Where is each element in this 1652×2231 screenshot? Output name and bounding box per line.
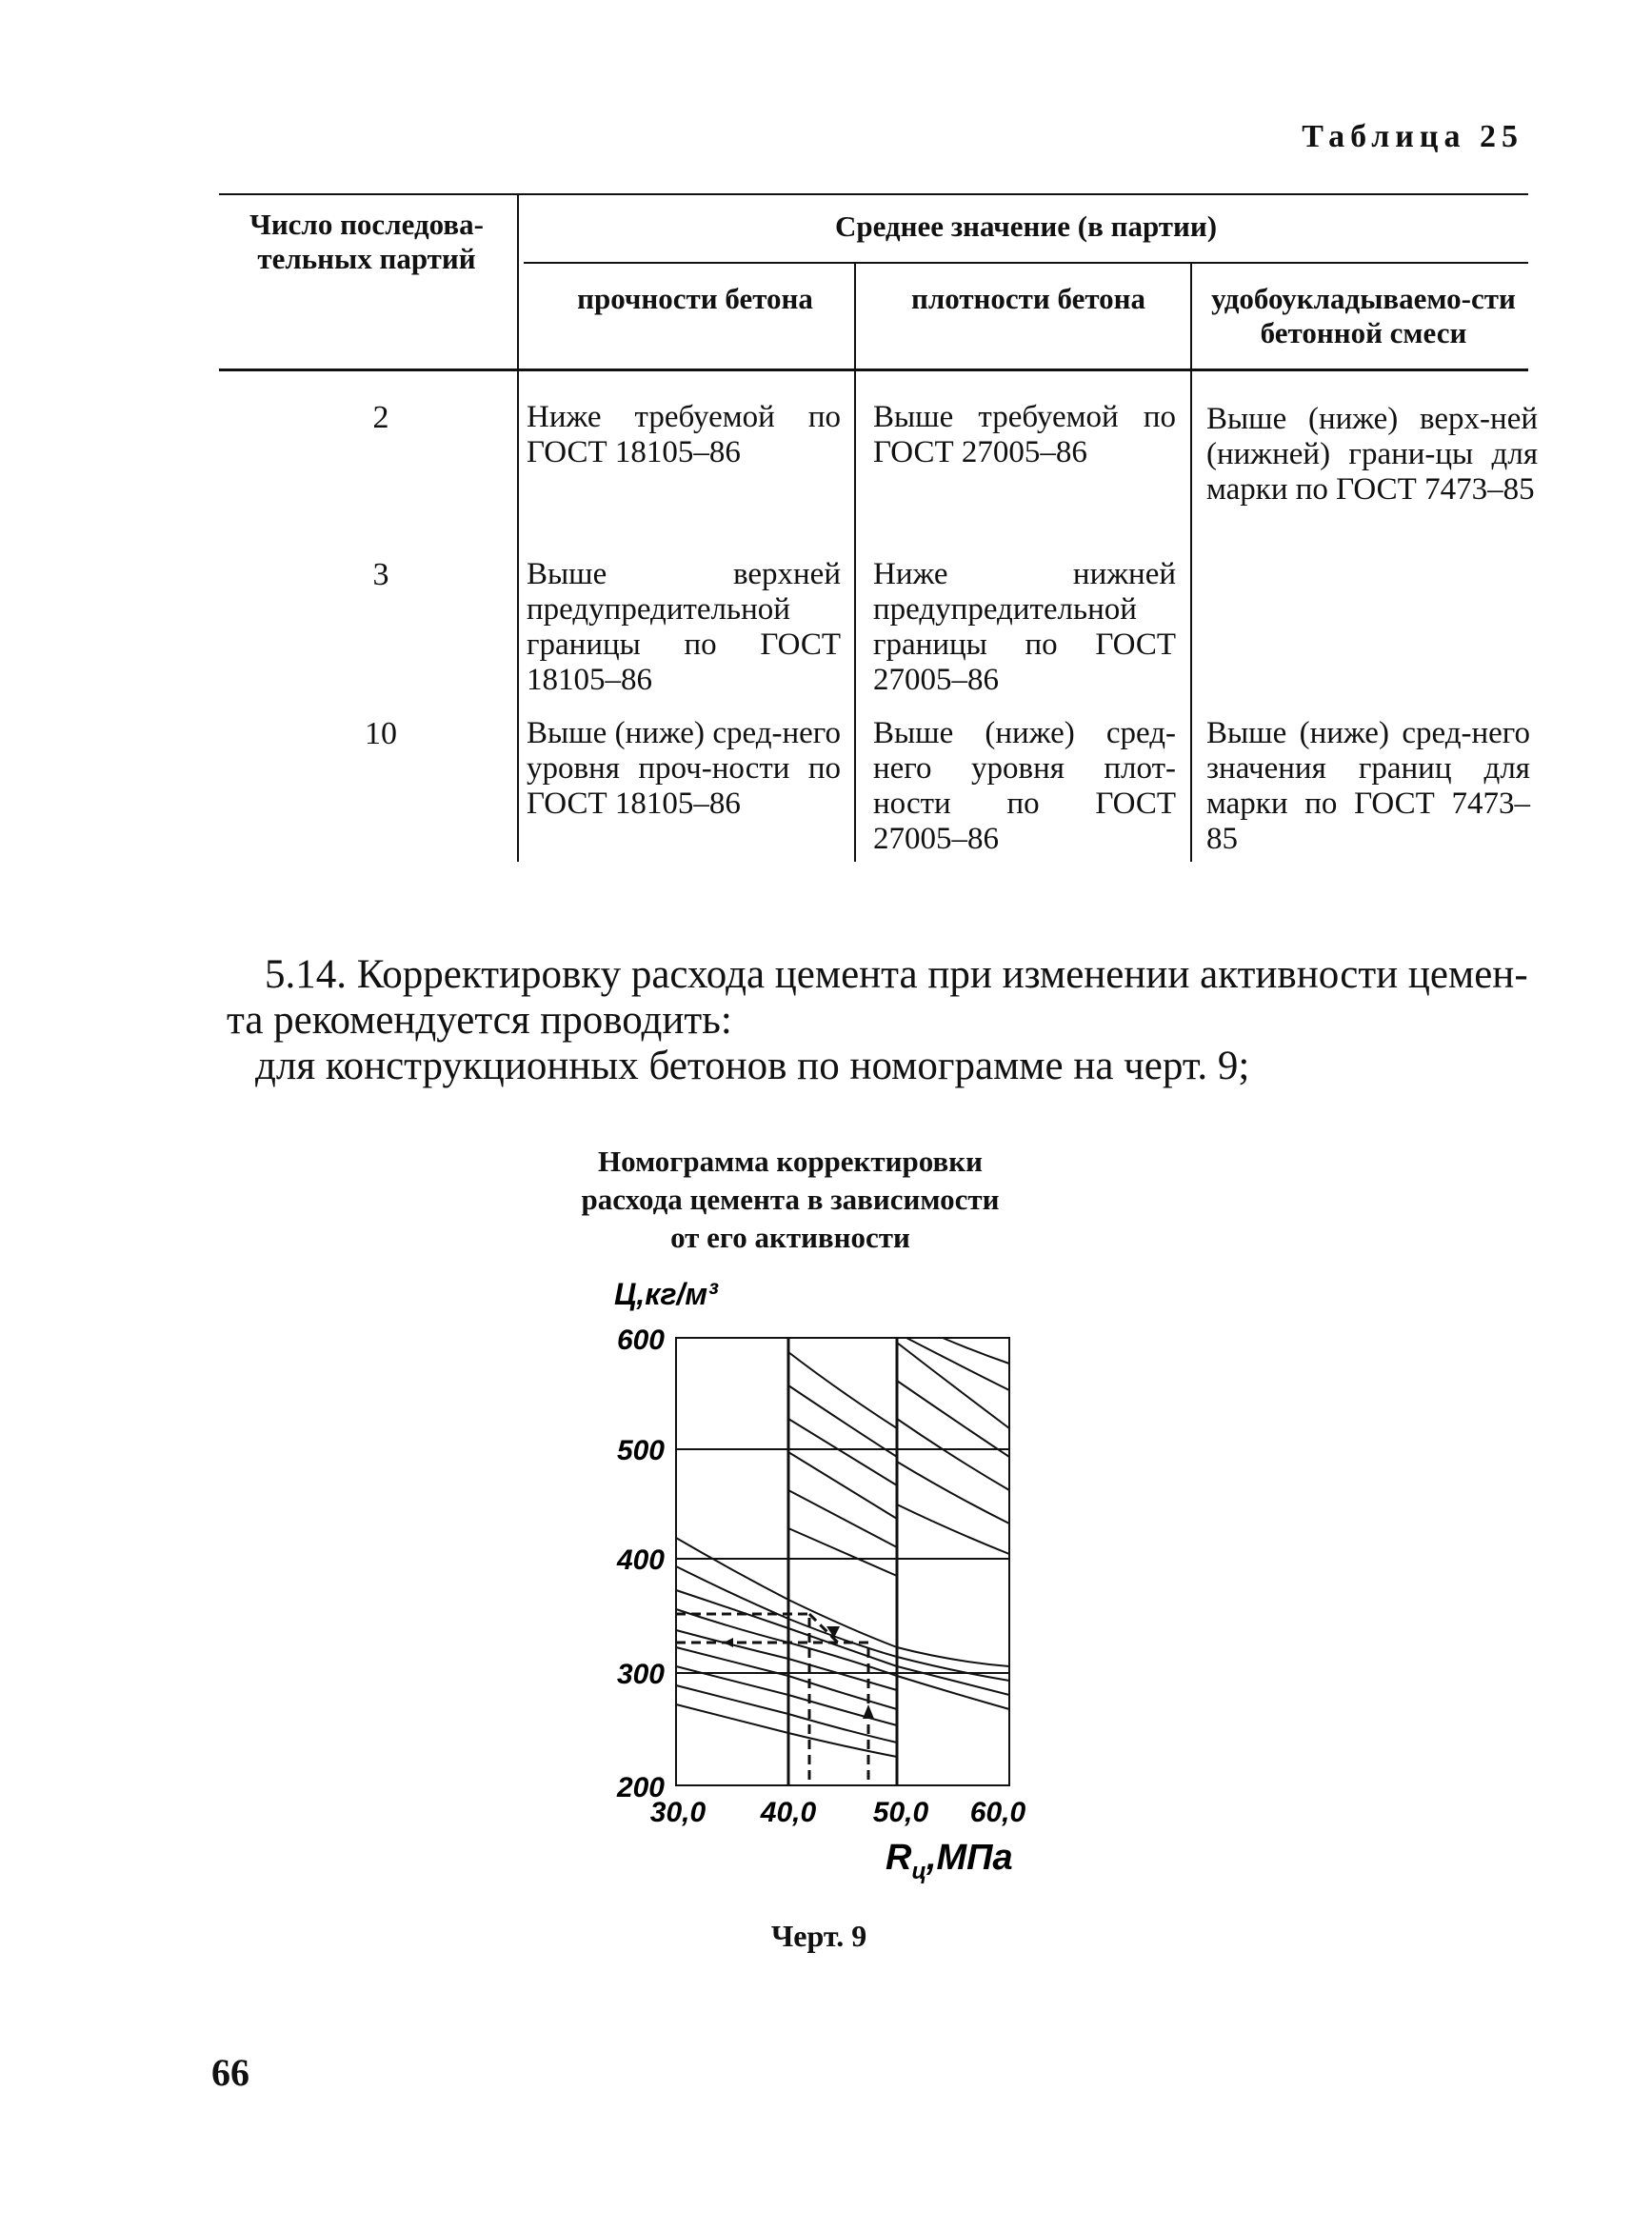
row-strength: Выше (ниже) сред-него уровня проч-ности по ГОСТ 18105–86 [527, 716, 841, 821]
row-count: 2 [372, 400, 389, 435]
header-workability: удобоукладываемо-сти бетонной смеси [1211, 282, 1516, 349]
x-axis-label-sub: ц [911, 1859, 926, 1884]
x-tick-labels [650, 1797, 1026, 1828]
example-path-line [676, 1643, 868, 1785]
page-number: 66 [211, 2051, 249, 2094]
row-density: Выше требуемой по ГОСТ 27005–86 [873, 400, 1176, 469]
curve [897, 1343, 1009, 1428]
curve [788, 1352, 897, 1428]
header-count: Число последова-тельных партий [249, 208, 484, 275]
curve [676, 1704, 897, 1757]
table-vline-2 [854, 264, 856, 862]
example-path [676, 1614, 868, 1785]
header-group: Среднее значение (в партии) [834, 209, 1218, 243]
table-group-rule [524, 262, 1528, 264]
table-vline-3 [1190, 264, 1192, 862]
table-title: Таблица 25 [1302, 119, 1523, 154]
figure-title-line: Номограмма корректировки [598, 1145, 983, 1178]
x-tick-label: 30,0 [649, 1797, 707, 1828]
y-tick-label: 600 [616, 1325, 665, 1356]
row-density: Ниже нижней предупредительной границы по ГОСТ 27005–86 [873, 557, 1176, 697]
curve [676, 1630, 897, 1690]
x-axis-label-unit: ,МПа [926, 1838, 1013, 1878]
y-tick-label: 200 [616, 1772, 665, 1803]
arrow-icon [863, 1704, 874, 1719]
curve [943, 1338, 1009, 1364]
row-strength: Ниже требуемой по ГОСТ 18105–86 [527, 400, 841, 469]
figure-title-line: расхода цемента в зависимости [581, 1183, 1000, 1216]
figure-title [495, 1143, 1085, 1257]
y-tick-label: 300 [616, 1659, 665, 1690]
table-vline-1 [517, 195, 519, 862]
paragraph-line: для конструкционных бетонов по номограмме на черт. 9; [255, 1044, 1250, 1088]
nomogram-chart [571, 1276, 1105, 1885]
x-tick-label: 40,0 [760, 1797, 817, 1828]
figure-title-line: от его активности [670, 1221, 910, 1254]
y-tick-label: 500 [616, 1435, 665, 1466]
row-count: 10 [365, 716, 397, 751]
x-tick-label: 50,0 [872, 1797, 929, 1828]
paragraph-line: та рекомендуется проводить: [227, 998, 732, 1043]
x-axis-label [886, 1838, 1013, 1884]
curve [897, 1381, 1009, 1457]
figure-caption: Черт. 9 [770, 1919, 867, 1953]
curve [788, 1385, 897, 1457]
x-axis-label-main: R [886, 1838, 912, 1878]
header-strength: прочности бетона [577, 282, 813, 315]
curve [788, 1528, 897, 1576]
curve [906, 1338, 1009, 1390]
curve [788, 1452, 897, 1519]
table-header-rule [219, 369, 1528, 371]
y-tick-labels [616, 1325, 665, 1803]
curve [788, 1419, 897, 1485]
arrow-icon [724, 1638, 733, 1647]
curve-family [676, 1338, 1009, 1757]
curve [897, 1462, 1009, 1524]
row-workability: Выше (ниже) сред-него значения границ для марки по ГОСТ 7473–85 [1206, 716, 1530, 856]
row-count: 3 [372, 557, 389, 592]
row-strength: Выше верхней предупредительной границы по ГОСТ 18105–86 [527, 557, 841, 697]
paragraph-5-14 [227, 952, 1536, 1089]
curve [897, 1419, 1009, 1490]
curve [788, 1490, 897, 1547]
table-top-rule [219, 193, 1528, 195]
row-workability: Выше (ниже) верх-ней (нижней) грани-цы для марки по ГОСТ 7473–85 [1206, 402, 1538, 507]
chart-frame [676, 1338, 1009, 1785]
header-density: плотности бетона [910, 282, 1146, 315]
arrow-icon [826, 1626, 840, 1638]
paragraph-line: 5.14. Корректировку расхода цемента при изменении активности цемен- [265, 952, 1528, 997]
y-axis-label: Ц,кг/м³ [614, 1277, 718, 1311]
y-tick-label: 400 [616, 1544, 665, 1576]
curve [897, 1504, 1009, 1554]
row-density: Выше (ниже) сред-него уровня плот-ности по ГОСТ 27005–86 [873, 716, 1176, 856]
x-tick-label: 60,0 [969, 1797, 1026, 1828]
curve [676, 1566, 1009, 1681]
curve [676, 1647, 897, 1709]
